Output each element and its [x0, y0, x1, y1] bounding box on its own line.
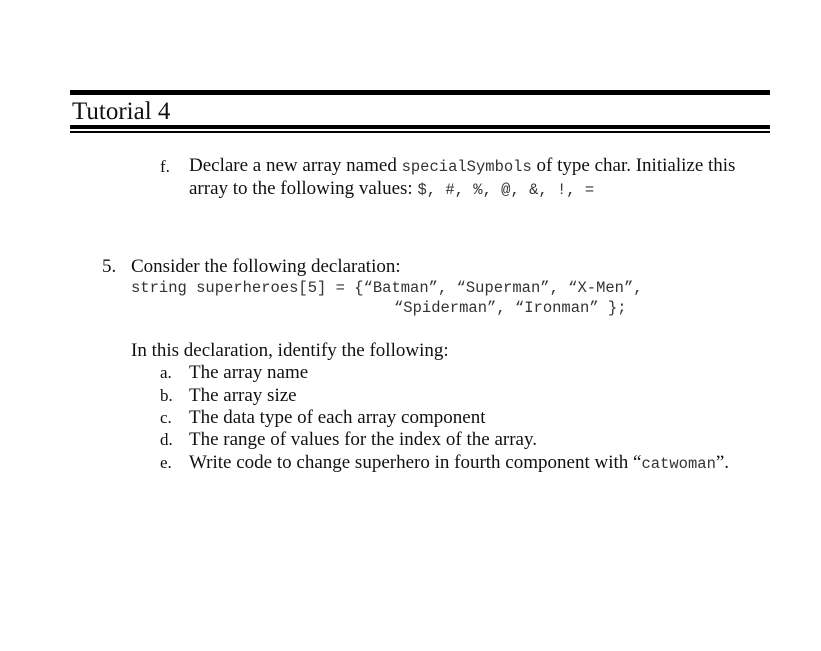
item-e-marker: e. [160, 453, 172, 472]
header-bottom-rule-thin [70, 131, 770, 133]
item-c-marker: c. [160, 408, 172, 427]
item-a-marker: a. [160, 363, 172, 382]
declaration-code-line-1: string superheroes[5] = {“Batman”, “Superman”, “X-Men”, [131, 279, 643, 297]
question-5-number: 5. [102, 256, 117, 277]
question-5-intro: Consider the following declaration: [131, 256, 401, 277]
header-top-rule [70, 90, 770, 95]
item-e-text [189, 452, 729, 474]
item-f-marker: f. [160, 157, 170, 176]
item-b-text: The array size [189, 385, 297, 406]
item-f-line1-pre: Declare a new array named [189, 155, 402, 176]
item-f-line1 [189, 155, 735, 177]
item-b-marker: b. [160, 386, 173, 405]
item-d-text: The range of values for the index of the array. [189, 429, 538, 450]
item-f-line1-post: of type char. Initialize this [531, 155, 736, 176]
declaration-code-line-2: “Spiderman”, “Ironman” }; [394, 299, 627, 317]
item-f-array-name: specialSymbols [401, 158, 532, 176]
item-a-text: The array name [189, 362, 309, 383]
page-title: Tutorial 4 [72, 98, 171, 125]
item-f-line2 [189, 178, 594, 200]
item-d-marker: d. [160, 430, 173, 449]
item-f-line2-pre: array to the following values: [189, 178, 418, 199]
item-f-values: $, #, %, @, &, !, = [417, 181, 595, 199]
question-5-prompt: In this declaration, identify the following: [131, 340, 449, 361]
item-c-text: The data type of each array component [189, 407, 486, 428]
item-e-code: catwoman [641, 455, 716, 473]
item-e-text-post: ”. [715, 452, 730, 473]
header-bottom-rule-thick [70, 125, 770, 129]
item-e-text-pre: Write code to change superhero in fourth component with “ [189, 452, 642, 473]
